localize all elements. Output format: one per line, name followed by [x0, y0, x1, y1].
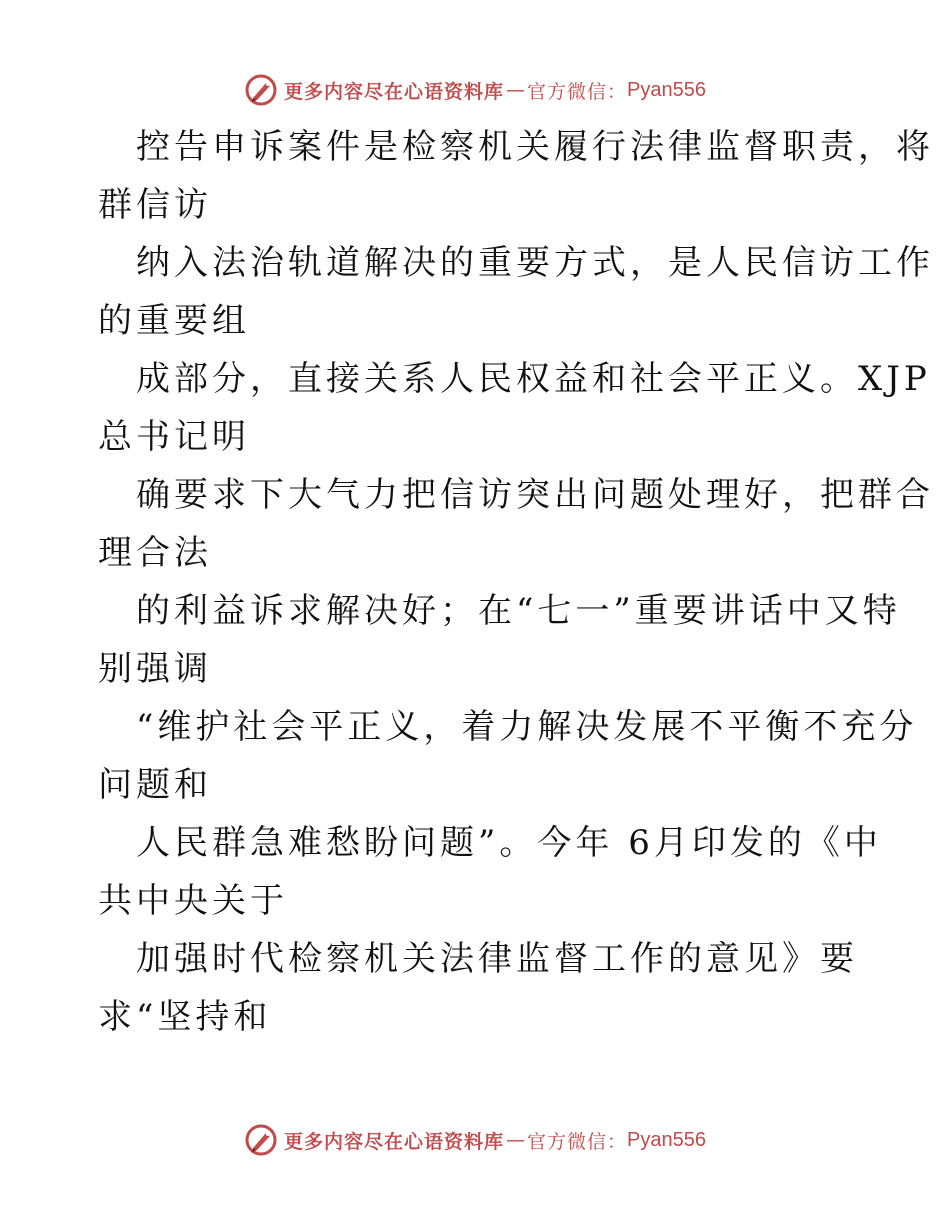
banner-wechat-label: 官方微信：	[527, 1130, 628, 1153]
text-line: 加强时代检察机关法律监督工作的意见》要	[136, 939, 858, 979]
banner-wechat-label: 官方微信：	[527, 80, 628, 103]
text-line: 的重要组	[98, 301, 250, 341]
text-line: 总书记明	[98, 417, 250, 457]
text-line: 群信访	[98, 185, 212, 225]
text-line: 纳入法治轨道解决的重要方式，是人民信访工作	[136, 243, 934, 283]
text-line: 确要求下大气力把信访突出问题处理好，把群合	[136, 475, 934, 515]
text-line: 别强调	[98, 649, 212, 689]
header-banner	[0, 70, 950, 110]
text-line: “维护社会平正义，着力解决发展不平衡不充分	[136, 707, 918, 747]
pen-logo-icon	[244, 1123, 278, 1157]
banner-wechat-id: Pyan556	[627, 78, 706, 101]
text-line: 求“坚持和	[98, 997, 272, 1037]
pen-logo-icon	[244, 73, 278, 107]
footer-banner	[0, 1120, 950, 1160]
text-line: 问题和	[98, 765, 212, 805]
text-line: 共中央关于	[98, 881, 288, 921]
text-line: 理合法	[98, 533, 212, 573]
banner-dash: —	[506, 1129, 526, 1151]
text-line: 人民群急难愁盼问题”。今年 6月印发的《中	[136, 823, 882, 863]
banner-wechat-id: Pyan556	[627, 1128, 706, 1151]
banner-title: 更多内容尽在心语资料库	[284, 1130, 505, 1153]
body-text	[98, 118, 934, 1046]
banner-dash: —	[506, 79, 526, 101]
banner-title: 更多内容尽在心语资料库	[284, 80, 505, 103]
text-line: 成部分，直接关系人民权益和社会平正义。XJP	[136, 359, 931, 399]
text-line: 控告申诉案件是检察机关履行法律监督职责，将	[136, 127, 934, 167]
text-line: 的利益诉求解决好；在“七一”重要讲话中又特	[136, 591, 901, 631]
